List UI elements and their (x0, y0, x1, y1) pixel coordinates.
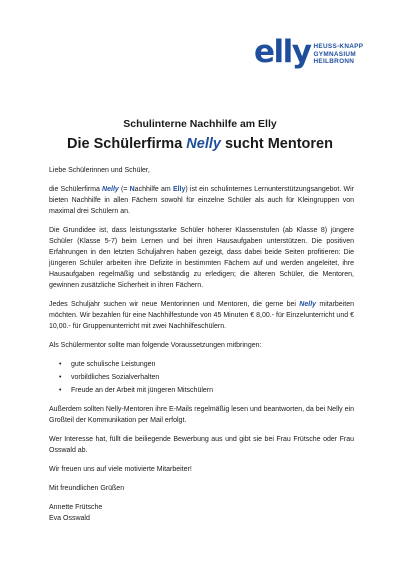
signer-name: Eva Osswald (49, 515, 90, 522)
email-paragraph: Außerdem sollten Nelly-Mentoren ihre E-Mails regelmäßig lesen und beantworten, da bei Nelly ein Großteil der Kommunikation per Mail erfolgt. (49, 406, 354, 424)
regards: Mit freundlichen Grüßen (49, 485, 125, 492)
subtitle-brand: Nelly (186, 136, 221, 152)
intro-letter-n: N (129, 186, 135, 193)
signature-block (49, 502, 354, 524)
intro-elly: Elly (172, 186, 186, 193)
requirements-list (49, 359, 354, 396)
search-paragraph (49, 299, 354, 332)
list-item: • Freude an der Arbeit mit jüngeren Mitschülern (49, 385, 354, 396)
logo-school-line: HEILBRONN (313, 57, 355, 65)
apply-paragraph: Wer Interesse hat, füllt die beiliegende Bewerbung aus und gibt sie bei Frau Frütsche oder Frau Osswald ab. (49, 436, 354, 454)
signer-name: Annette Frütsche (49, 504, 103, 511)
logo-school-line: HEUSS-KNAPP (313, 43, 364, 51)
school-logo (254, 34, 364, 70)
intro-paren: (= (118, 186, 130, 193)
logo-school-line: GYMNASIUM (313, 50, 356, 58)
list-item: • gute schulische Leistungen (49, 359, 354, 370)
list-item: • vorbildliches Sozialverhalten (49, 372, 354, 383)
closing-line: Wir freuen uns auf viele motivierte Mitarbeiter! (49, 466, 192, 473)
letter-body (49, 165, 354, 524)
subtitle-pre: Die Schülerfirma (67, 136, 187, 152)
search-brand: Nelly (299, 301, 317, 308)
intro-post: ) ist ein schulinternes Lernunterstützungsangebot. Wir bieten Nachhilfe in allen Fächern sowohl für einzelne Schüler als auch für Kleingruppen von maximal drei Schülern an. (49, 186, 354, 215)
intro-brand: Nelly (102, 186, 119, 193)
document-title: Schulinterne Nachhilfe am Elly (123, 118, 277, 130)
requirements-intro: Als Schülermentor sollte man folgende Voraussetzungen mitbringen: (49, 342, 262, 349)
intro-pre: die Schülerfirma (49, 186, 103, 193)
document-subtitle (0, 136, 400, 152)
logo-wordmark: elly (254, 34, 311, 70)
greeting: Liebe Schülerinnen und Schüler, (49, 167, 150, 174)
search-post: mitarbeiten möchten. Wir bezahlen für eine Nachhilfestunde von 45 Minuten € 8,00.- für Einzelunterricht und € 10,00.- für Gruppenunterricht mit zwei Nachhilfeschülern. (49, 301, 354, 330)
intro-achhilfe: achhilfe am (134, 186, 173, 193)
search-pre: Jedes Schuljahr suchen wir neue Mentorinnen und Mentoren, die gerne bei (49, 301, 300, 308)
logo-school-name (313, 43, 363, 68)
idea-paragraph: Die Grundidee ist, dass leistungsstarke Schüler höherer Klassenstufen (ab Klasse 8) jüngere Schüler (Klasse 5-7) beim Lernen und bei ihren Hausaufgaben unterstützen. Die positiven Erfahrungen in den letzten Schuljahren haben gezeigt, dass dabei beide Seiten profitieren: Die jüngeren Schüler arbeiten ihre Defizite in bestimmten Fächern auf und werden angeleitet, ihre Hausaufgaben regelmäßig und selbständig zu erledigen; die älteren Schüler, die Mentoren, gewinnen zusätzliche Sicherheit in ihren Fächern. (49, 227, 354, 289)
intro-paragraph (49, 184, 354, 217)
subtitle-post: sucht Mentoren (220, 136, 333, 152)
